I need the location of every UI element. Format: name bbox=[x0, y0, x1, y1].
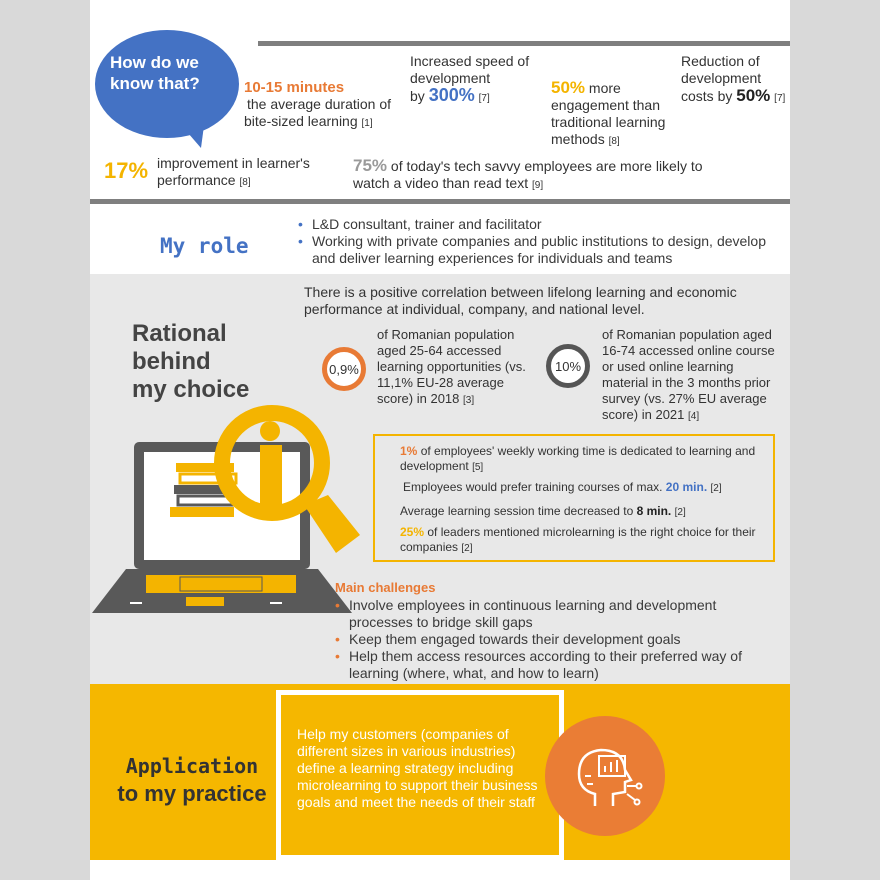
stat-text: Reduction of development costs by bbox=[681, 53, 762, 104]
rational-title: Rational behind my choice bbox=[132, 320, 250, 403]
bottom-block-left bbox=[90, 860, 415, 880]
stat-ref: [8] bbox=[239, 177, 251, 188]
role-list bbox=[296, 216, 766, 267]
stat-value: 50% bbox=[551, 78, 586, 97]
application-title: Application to my practice bbox=[117, 754, 267, 806]
challenge-item: • Involve employees in continuous learning and development processes to bridge skill gaps bbox=[335, 597, 717, 630]
speech-bubble-tail bbox=[175, 118, 205, 148]
bubble-text: How do we know that? bbox=[110, 53, 200, 93]
ring-romania-16-74: 10% bbox=[546, 344, 590, 388]
stat-performance-value: 17% bbox=[104, 158, 149, 183]
head-chart-icon bbox=[565, 736, 645, 816]
stat-text-b: engagement than traditional learning methods bbox=[551, 97, 666, 147]
fact-course-length: Employees would prefer training courses of max. 20 min. [2] bbox=[403, 480, 722, 494]
stat-ref: [1] bbox=[361, 118, 373, 129]
ring1-text: of Romanian population aged 25-64 accessed learning opportunities (vs. 11,1% EU-28 average score) in 2018 [3] bbox=[377, 327, 526, 406]
top-divider bbox=[258, 41, 790, 46]
stat-value: 300% bbox=[428, 85, 475, 105]
stat-ref: [7] bbox=[774, 93, 786, 104]
section-divider bbox=[90, 199, 790, 204]
bottom-block-right bbox=[427, 860, 772, 880]
laptop-touchpad bbox=[186, 597, 224, 606]
stat-bite-sized bbox=[244, 79, 404, 132]
stat-value: 50% bbox=[736, 86, 771, 105]
challenge-item: • Help them access resources according to their preferred way of learning (where, what, and how to learn) bbox=[335, 648, 742, 681]
role-item: • L&D consultant, trainer and facilitator bbox=[298, 216, 542, 232]
stat-value: 10-15 minutes bbox=[244, 79, 345, 96]
stat-ref: [9] bbox=[532, 180, 544, 191]
fact-leaders: 25% of leaders mentioned microlearning is the right choice for their companies [2] bbox=[400, 525, 756, 554]
rational-intro: There is a positive correlation between lifelong learning and economic performance at individual, company, and national level. bbox=[304, 284, 737, 317]
fact-working-time: 1% of employees' weekly working time is dedicated to learning and development [5] bbox=[400, 444, 756, 473]
stat-ref: [8] bbox=[608, 136, 620, 147]
stat-costs bbox=[681, 53, 793, 107]
stat-text: the average duration of bite-sized learning bbox=[244, 96, 391, 129]
stat-text: Increased speed of development bbox=[410, 53, 530, 86]
challenges-list bbox=[333, 597, 773, 682]
stat-text: of today's tech savvy employees are more likely to watch a video than read text bbox=[353, 158, 703, 191]
stat-video bbox=[353, 157, 733, 194]
ring-romania-25-64: 0,9% bbox=[322, 347, 366, 391]
stat-text: improvement in learner's performance bbox=[157, 155, 310, 188]
stat-text-a: more bbox=[588, 80, 621, 96]
application-text: Help my customers (companies of different sizes in various industries) define a learning strategy including microlearning to support their business goals and meet the needs of their staff bbox=[297, 726, 538, 810]
stat-speed bbox=[410, 53, 530, 107]
role-item: • Working with private companies and public institutions to design, develop and deliver learning experiences for individuals and teams bbox=[298, 233, 766, 266]
challenges-title: Main challenges bbox=[335, 580, 436, 595]
fact-session-time: Average learning session time decreased to 8 min. [2] bbox=[400, 504, 686, 518]
challenge-item: • Keep them engaged towards their development goals bbox=[335, 631, 681, 647]
stat-value: 75% bbox=[353, 156, 388, 175]
stat-ref: [7] bbox=[478, 93, 490, 104]
stat-engagement bbox=[551, 79, 676, 150]
stat-performance bbox=[157, 155, 332, 191]
role-title: My role bbox=[160, 234, 249, 258]
ring2-text: of Romanian population aged 16-74 accessed online course or used online learning material in the 3 months prior survey (vs. 27% EU average score) in 2021 [4] bbox=[602, 327, 775, 422]
stat-by: by bbox=[410, 88, 425, 104]
